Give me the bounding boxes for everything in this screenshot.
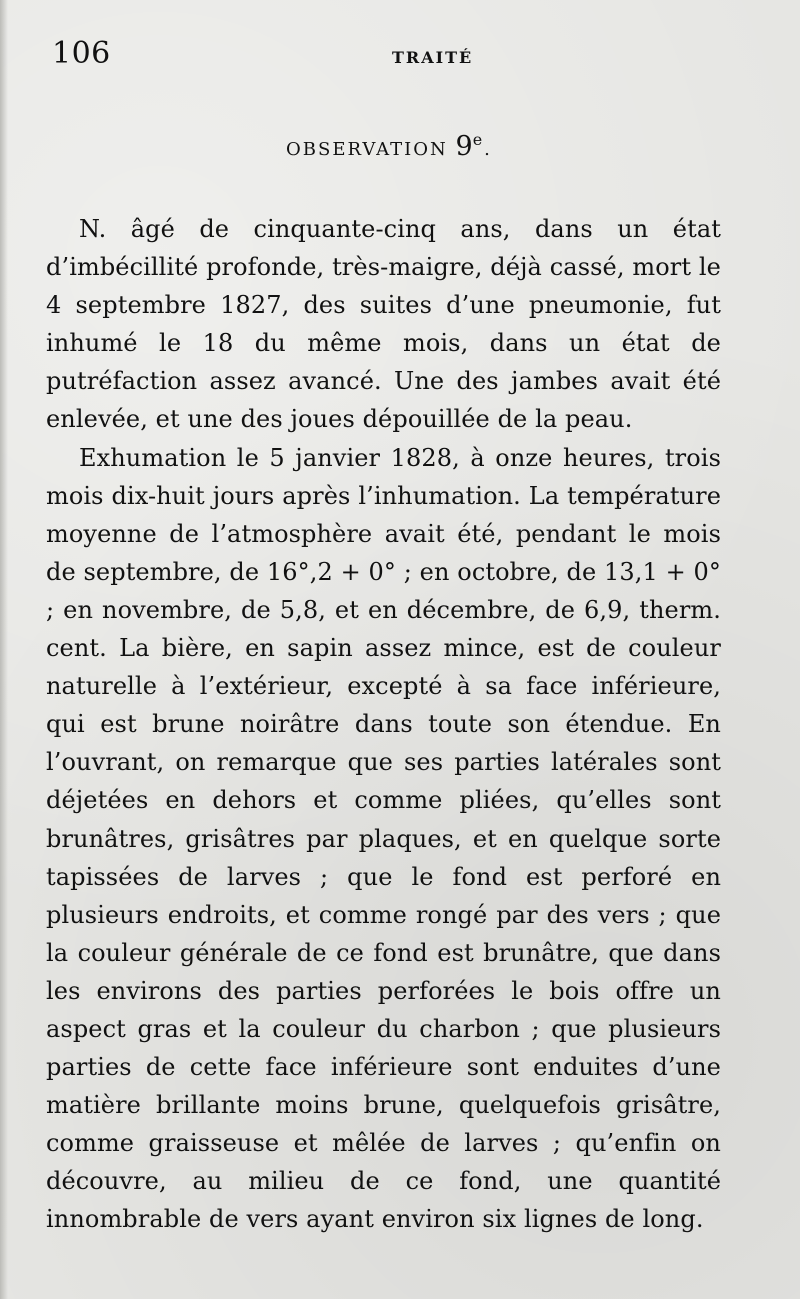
observation-title-period: .	[484, 139, 492, 160]
page-gutter-shadow	[0, 0, 8, 1299]
paragraph-1: N. âgé de cinquante-cinq ans, dans un état d’imbécillité profonde, très-maigre, déjà cassé, mort le 4 septembre 1827, des suites d’une pneumonie, fut inhumé le 18 du même mois, dans un état de putréfaction assez avancé. Une des jambes avait été enlevée, et une des joues dépouillée de la peau.	[46, 215, 721, 434]
page-header	[52, 36, 748, 76]
page-number: 106	[52, 36, 111, 71]
paragraph-2: Exhumation le 5 janvier 1828, à onze heures, trois mois dix-huit jours après l’inhumation. La température moyenne de l’atmosphère avait été, pendant le mois de septembre, de 16°,2 + 0° ; en octobre, de 13,1 + 0° ; en novembre, de 5,8, et en décembre, de 6,9, therm. cent. La bière, en sapin assez mince, est de couleur naturelle à l’extérieur, excepté à sa face inférieure, qui est brune noirâtre dans toute son étendue. En l’ouvrant, on remarque que ses parties latérales sont déjetées en dehors et comme pliées, qu’elles sont brunâtres, grisâtres par plaques, et en quelque sorte tapissées de larves ; que le fond est perforé en plusieurs endroits, et comme rongé par des vers ; que la couleur générale de ce fond est brunâtre, que dans les environs des parties perforées le bois offre un aspect gras et la couleur du charbon ; que plusieurs parties de cette face inférieure sont enduites d’une matière brillante moins brune, quelquefois grisâtre, comme graisseuse et mêlée de larves ; qu’enfin on découvre, au milieu de ce fond, une quantité innombrable de vers ayant environ six lignes de long.	[46, 443, 721, 1234]
observation-label: OBSERVATION	[286, 139, 448, 160]
running-head: TRAITÉ	[392, 48, 474, 67]
observation-number: 9	[455, 131, 473, 162]
observation-title	[286, 131, 492, 162]
observation-number-suffix: e	[472, 130, 485, 149]
observation-text	[46, 210, 721, 1239]
